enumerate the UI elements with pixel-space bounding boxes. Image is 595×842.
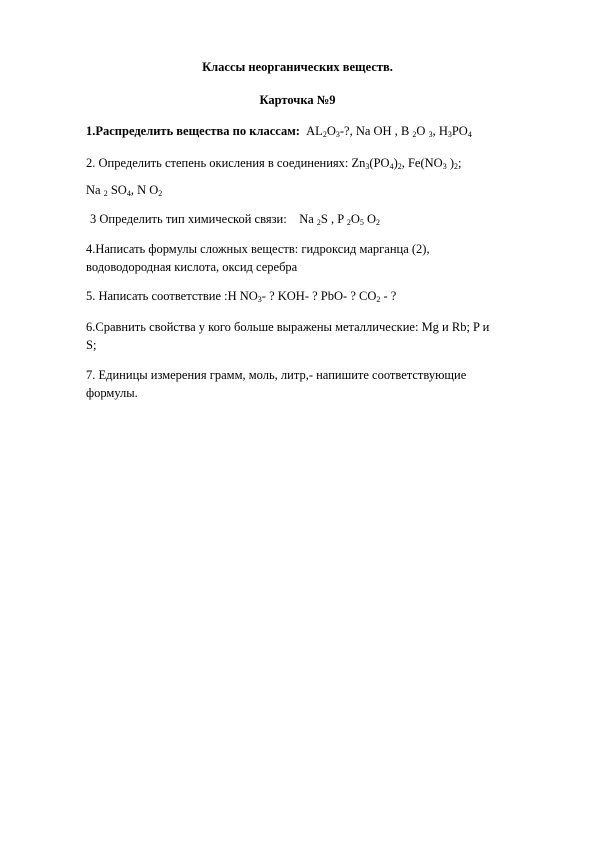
task-7-line-1: 7. Единицы измерения грамм, моль, литр,- напишите соответствующие [86, 368, 467, 382]
task-1-label: 1.Распределить вещества по классам: [86, 124, 300, 138]
task-1 [86, 123, 472, 139]
task-6-line-1: 6.Сравнить свойства у кого больше выражены металлические: Mg и Rb; P и [86, 320, 490, 334]
task-1-formulas: $AL_2O_3-$?, Na OH , B $_2$O $_3$, $H_3PO_4$ [306, 124, 472, 139]
task-2 [86, 155, 461, 171]
task-4-line-2: водоводородная кислота, оксид серебра [86, 260, 298, 274]
task-5-label: 5. Написать соответствие :H NO [86, 289, 258, 303]
task-3-label: 3 Определить тип химической связи: [90, 212, 287, 226]
card-number: Карточка №9 [259, 93, 336, 107]
task-4-line-1: 4.Написать формулы сложных веществ: гидроксид марганца (2), [86, 242, 430, 256]
task-2-label: 2. Определить степень окисления в соединениях: [86, 156, 349, 170]
worksheet-title: Классы неорганических веществ. [202, 60, 393, 74]
task-2-continuation: Na $_2$ $SO_4$, N $O_2$ [86, 183, 163, 198]
task-3-formulas: Na $_2$S , P $_2O_5$ $O_2$ [299, 212, 381, 227]
task-7-line-2: формулы. [86, 386, 138, 400]
task-2-formulas: $Zn_3(PO_4)_2$, $Fe(NO_3$ )$_2$; [351, 156, 462, 171]
task-5: 5. Написать соответствие :H $NO_3-$ ? KOH- ? PbO- ? $CO_2$ - ? [86, 289, 397, 304]
task-6-line-2: S; [86, 338, 97, 352]
task-3 [90, 211, 380, 227]
